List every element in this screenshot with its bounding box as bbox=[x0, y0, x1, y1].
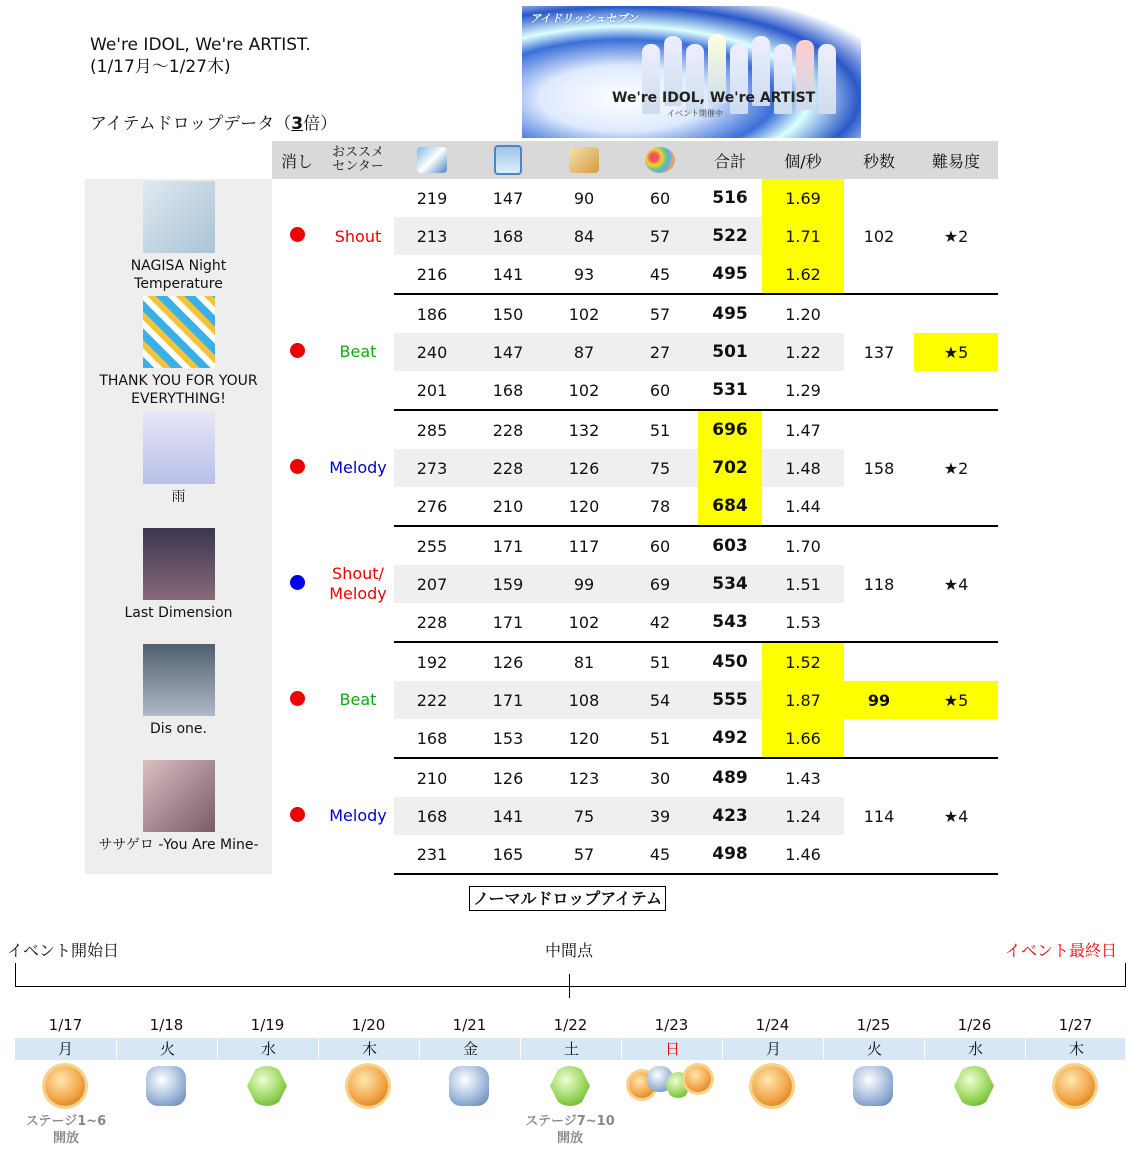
item-count: 168 bbox=[470, 217, 546, 255]
total-value: 702 bbox=[698, 449, 762, 487]
item-count: 228 bbox=[492, 420, 524, 440]
blue-drop-item-icon bbox=[449, 1066, 489, 1106]
col-difficulty: 難易度 bbox=[914, 141, 998, 179]
red-dot-icon bbox=[290, 459, 305, 474]
blue-drop-item-icon bbox=[853, 1066, 893, 1106]
total-value: 696 bbox=[698, 410, 762, 449]
event-end-label: イベント最終日 bbox=[1005, 941, 1118, 960]
item-count: 57 bbox=[622, 217, 698, 255]
seconds-value: 158 bbox=[863, 458, 895, 478]
col-center: おススメ センター bbox=[322, 141, 394, 179]
total-value: 498 bbox=[698, 835, 762, 874]
table-row bbox=[85, 294, 998, 333]
item-count: 285 bbox=[416, 420, 448, 440]
item-count: 159 bbox=[470, 565, 546, 603]
red-dot-icon bbox=[290, 227, 305, 242]
timeline-date: 1/18 bbox=[149, 1016, 184, 1034]
item-count: 126 bbox=[492, 652, 524, 672]
drop-item-icon bbox=[685, 1066, 711, 1092]
seconds-value: 118 bbox=[863, 574, 895, 594]
per-sec-value: 1.70 bbox=[785, 536, 821, 556]
item-count: 168 bbox=[470, 371, 546, 410]
pen-item-icon bbox=[417, 147, 447, 173]
item-count: 153 bbox=[470, 719, 546, 758]
item-count: 78 bbox=[622, 487, 698, 526]
center-type: Melody bbox=[329, 806, 387, 825]
timeline-tick-mid bbox=[569, 974, 570, 998]
item-count: 99 bbox=[546, 565, 622, 603]
weekday-label: 金 bbox=[419, 1038, 521, 1060]
song-jacket-image bbox=[143, 760, 215, 832]
col-item3 bbox=[546, 141, 622, 179]
item-count: 39 bbox=[622, 797, 698, 835]
weekday-label: 火 bbox=[823, 1038, 925, 1060]
item-count: 168 bbox=[394, 797, 470, 835]
erase-marker bbox=[272, 179, 322, 294]
per-sec-value: 1.66 bbox=[762, 719, 844, 758]
erase-marker bbox=[272, 526, 322, 642]
item-count: 57 bbox=[546, 835, 622, 874]
blue-drop-item-icon bbox=[146, 1066, 186, 1106]
song-jacket-image bbox=[143, 644, 215, 716]
seconds-value: 114 bbox=[863, 806, 895, 826]
per-sec-value: 1.48 bbox=[762, 449, 844, 487]
item-count: 60 bbox=[622, 371, 698, 410]
total-value: 534 bbox=[698, 565, 762, 603]
green-drop-item-icon bbox=[550, 1066, 590, 1106]
event-banner-image bbox=[522, 6, 861, 138]
timeline-date: 1/19 bbox=[250, 1016, 285, 1034]
item-count: 168 bbox=[394, 719, 470, 758]
item-count: 51 bbox=[622, 719, 698, 758]
item-count: 45 bbox=[622, 255, 698, 294]
item-count: 171 bbox=[492, 536, 524, 556]
timeline-tick-start bbox=[15, 963, 16, 987]
timeline-date: 1/22 bbox=[553, 1016, 588, 1034]
item-count: 216 bbox=[394, 255, 470, 294]
note-stage1-6: ステージ1~6 開放 bbox=[25, 1114, 107, 1146]
col-item4 bbox=[622, 141, 698, 179]
item-count: 210 bbox=[470, 487, 546, 526]
notebook-item-icon bbox=[494, 145, 522, 175]
weekday-label: 火 bbox=[116, 1038, 218, 1060]
total-value: 450 bbox=[712, 652, 748, 672]
total-value: 495 bbox=[712, 304, 748, 324]
difficulty-value: ★2 bbox=[943, 226, 969, 246]
item-count: 201 bbox=[394, 371, 470, 410]
timeline-date: 1/24 bbox=[755, 1016, 790, 1034]
palette-item-icon bbox=[645, 147, 675, 173]
weekday-label: 木 bbox=[1025, 1038, 1127, 1060]
table-row bbox=[85, 526, 998, 565]
per-sec-value: 1.87 bbox=[762, 681, 844, 719]
item-count: 126 bbox=[546, 449, 622, 487]
item-count: 87 bbox=[546, 333, 622, 371]
brush-item-icon bbox=[569, 147, 599, 173]
seconds-value: 99 bbox=[844, 681, 914, 719]
banner-subtitle: イベント開催中 bbox=[667, 109, 723, 118]
item-count: 213 bbox=[394, 217, 470, 255]
total-value: 492 bbox=[698, 719, 762, 758]
per-sec-value: 1.62 bbox=[762, 255, 844, 294]
item-count: 228 bbox=[470, 449, 546, 487]
per-sec-value: 1.29 bbox=[762, 371, 844, 410]
item-count: 69 bbox=[622, 565, 698, 603]
item-count: 171 bbox=[470, 603, 546, 642]
item-count: 171 bbox=[470, 681, 546, 719]
timeline-date: 1/26 bbox=[957, 1016, 992, 1034]
per-sec-value: 1.43 bbox=[785, 768, 821, 788]
song-jacket-image bbox=[143, 528, 215, 600]
drop-data-title: アイテムドロップデータ（3倍） bbox=[90, 114, 338, 134]
song-jacket-image bbox=[143, 296, 215, 368]
banner-logo: アイドリッシュセブン bbox=[530, 12, 638, 25]
item-count: 210 bbox=[416, 768, 448, 788]
timeline-date: 1/17 bbox=[48, 1016, 83, 1034]
song-name: Last Dimension bbox=[124, 605, 233, 621]
gold-drop-item-icon bbox=[45, 1066, 85, 1106]
weekday-label: 月 bbox=[722, 1038, 824, 1060]
item-count: 60 bbox=[649, 188, 671, 208]
col-seconds: 秒数 bbox=[844, 141, 914, 179]
item-count: 57 bbox=[649, 304, 671, 324]
timeline-date: 1/20 bbox=[351, 1016, 386, 1034]
song-cell bbox=[85, 642, 272, 758]
item-count: 165 bbox=[470, 835, 546, 874]
green-drop-item-icon bbox=[247, 1066, 287, 1106]
red-dot-icon bbox=[290, 691, 305, 706]
song-jacket-image bbox=[143, 181, 215, 253]
song-name: NAGISA Night Temperature bbox=[130, 258, 227, 292]
timeline-date: 1/27 bbox=[1058, 1016, 1093, 1034]
item-count: 123 bbox=[568, 768, 600, 788]
weekday-bar bbox=[15, 1038, 1125, 1060]
item-count: 102 bbox=[546, 371, 622, 410]
total-value: 495 bbox=[698, 255, 762, 294]
item-count: 219 bbox=[416, 188, 448, 208]
weekday-label: 土 bbox=[520, 1038, 622, 1060]
per-sec-value: 1.44 bbox=[762, 487, 844, 526]
item-count: 240 bbox=[394, 333, 470, 371]
per-sec-value: 1.71 bbox=[762, 217, 844, 255]
timeline-date: 1/23 bbox=[654, 1016, 689, 1034]
table-row bbox=[85, 410, 998, 449]
per-sec-value: 1.46 bbox=[762, 835, 844, 874]
red-dot-icon bbox=[290, 807, 305, 822]
center-type: Beat bbox=[339, 342, 377, 361]
gold-drop-item-icon bbox=[752, 1066, 792, 1106]
weekday-label: 水 bbox=[217, 1038, 319, 1060]
note-stage7-10: ステージ7~10 開放 bbox=[525, 1114, 615, 1146]
item-count: 84 bbox=[546, 217, 622, 255]
song-cell bbox=[85, 526, 272, 642]
item-count: 60 bbox=[649, 536, 671, 556]
difficulty-value: ★2 bbox=[943, 458, 969, 478]
item-count: 141 bbox=[470, 255, 546, 294]
song-cell bbox=[85, 179, 272, 294]
item-count: 222 bbox=[394, 681, 470, 719]
total-value: 555 bbox=[698, 681, 762, 719]
total-value: 501 bbox=[698, 333, 762, 371]
per-sec-value: 1.24 bbox=[762, 797, 844, 835]
table-row bbox=[85, 758, 998, 797]
total-value: 684 bbox=[698, 487, 762, 526]
weekday-label: 木 bbox=[318, 1038, 420, 1060]
timeline-tick-end bbox=[1125, 963, 1126, 987]
total-value: 543 bbox=[698, 603, 762, 642]
timeline-date: 1/21 bbox=[452, 1016, 487, 1034]
per-sec-value: 1.69 bbox=[762, 179, 844, 217]
col-item2 bbox=[470, 141, 546, 179]
table-row bbox=[85, 179, 998, 217]
song-name: ササゲロ -You Are Mine- bbox=[98, 837, 259, 853]
per-sec-value: 1.51 bbox=[762, 565, 844, 603]
per-sec-value: 1.52 bbox=[762, 642, 844, 681]
col-erase: 消し bbox=[272, 141, 322, 179]
total-value: 531 bbox=[698, 371, 762, 410]
item-count: 81 bbox=[573, 652, 595, 672]
total-value: 516 bbox=[712, 188, 748, 208]
per-sec-value: 1.53 bbox=[762, 603, 844, 642]
item-count: 120 bbox=[546, 487, 622, 526]
difficulty-value: ★5 bbox=[914, 333, 998, 371]
center-type: Beat bbox=[339, 690, 377, 709]
item-count: 120 bbox=[546, 719, 622, 758]
col-total: 合計 bbox=[698, 141, 762, 179]
table-header bbox=[85, 141, 998, 179]
song-jacket-image bbox=[143, 412, 215, 484]
timeline-line bbox=[15, 986, 1125, 987]
item-count: 90 bbox=[573, 188, 595, 208]
item-count: 228 bbox=[394, 603, 470, 642]
difficulty-value: ★4 bbox=[943, 574, 969, 594]
center-type: Shout/ Melody bbox=[329, 564, 387, 603]
item-count: 132 bbox=[568, 420, 600, 440]
difficulty-value: ★4 bbox=[943, 806, 969, 826]
event-start-label: イベント開始日 bbox=[7, 941, 120, 960]
drop-data-table bbox=[85, 141, 998, 875]
event-dates: (1/17月～1/27木) bbox=[90, 57, 231, 77]
erase-marker bbox=[272, 294, 322, 410]
total-value: 489 bbox=[712, 768, 748, 788]
erase-marker bbox=[272, 642, 322, 758]
item-count: 117 bbox=[568, 536, 600, 556]
col-item1 bbox=[394, 141, 470, 179]
song-cell bbox=[85, 410, 272, 526]
item-count: 276 bbox=[394, 487, 470, 526]
erase-marker bbox=[272, 758, 322, 874]
item-count: 141 bbox=[470, 797, 546, 835]
banner-title: We're IDOL, We're ARTIST bbox=[612, 90, 816, 106]
song-cell bbox=[85, 758, 272, 874]
total-value: 423 bbox=[698, 797, 762, 835]
item-count: 93 bbox=[546, 255, 622, 294]
total-value: 603 bbox=[712, 536, 748, 556]
per-sec-value: 1.47 bbox=[785, 420, 821, 440]
song-name: Dis one. bbox=[150, 721, 207, 737]
weekday-label: 月 bbox=[57, 1040, 73, 1058]
col-per-sec: 個/秒 bbox=[762, 141, 844, 179]
item-count: 273 bbox=[394, 449, 470, 487]
item-count: 54 bbox=[622, 681, 698, 719]
normal-drop-label: ノーマルドロップアイテム bbox=[469, 886, 666, 911]
item-count: 255 bbox=[416, 536, 448, 556]
erase-marker bbox=[272, 410, 322, 526]
item-count: 207 bbox=[394, 565, 470, 603]
blue-dot-icon bbox=[290, 575, 305, 590]
song-name: THANK YOU FOR YOUR EVERYTHING! bbox=[99, 373, 258, 407]
item-count: 108 bbox=[546, 681, 622, 719]
item-count: 51 bbox=[649, 652, 671, 672]
weekday-label: 水 bbox=[924, 1038, 1026, 1060]
per-sec-value: 1.20 bbox=[785, 304, 821, 324]
gold-drop-item-icon bbox=[1055, 1066, 1095, 1106]
item-count: 75 bbox=[622, 449, 698, 487]
red-dot-icon bbox=[290, 343, 305, 358]
item-count: 186 bbox=[416, 304, 448, 324]
item-count: 30 bbox=[649, 768, 671, 788]
item-count: 126 bbox=[492, 768, 524, 788]
item-count: 102 bbox=[568, 304, 600, 324]
item-count: 75 bbox=[546, 797, 622, 835]
per-sec-value: 1.22 bbox=[762, 333, 844, 371]
midpoint-label: 中間点 bbox=[545, 941, 594, 960]
gold-drop-item-icon bbox=[348, 1066, 388, 1106]
item-count: 150 bbox=[492, 304, 524, 324]
seconds-value: 102 bbox=[863, 226, 895, 246]
item-count: 27 bbox=[622, 333, 698, 371]
weekday-label: 日 bbox=[621, 1038, 723, 1060]
center-type: Melody bbox=[329, 458, 387, 477]
seconds-value: 137 bbox=[863, 342, 895, 362]
item-count: 42 bbox=[622, 603, 698, 642]
item-count: 147 bbox=[492, 188, 524, 208]
item-count: 231 bbox=[394, 835, 470, 874]
item-count: 192 bbox=[416, 652, 448, 672]
item-count: 45 bbox=[622, 835, 698, 874]
table-row bbox=[85, 642, 998, 681]
event-title: We're IDOL, We're ARTIST. bbox=[90, 35, 311, 55]
center-type: Shout bbox=[334, 226, 382, 246]
song-name: 雨 bbox=[171, 489, 186, 505]
item-count: 102 bbox=[546, 603, 622, 642]
item-count: 51 bbox=[649, 420, 671, 440]
item-count: 147 bbox=[470, 333, 546, 371]
green-drop-item-icon bbox=[954, 1066, 994, 1106]
total-value: 522 bbox=[698, 217, 762, 255]
song-cell bbox=[85, 294, 272, 410]
difficulty-value: ★5 bbox=[914, 681, 998, 719]
timeline-date: 1/25 bbox=[856, 1016, 891, 1034]
